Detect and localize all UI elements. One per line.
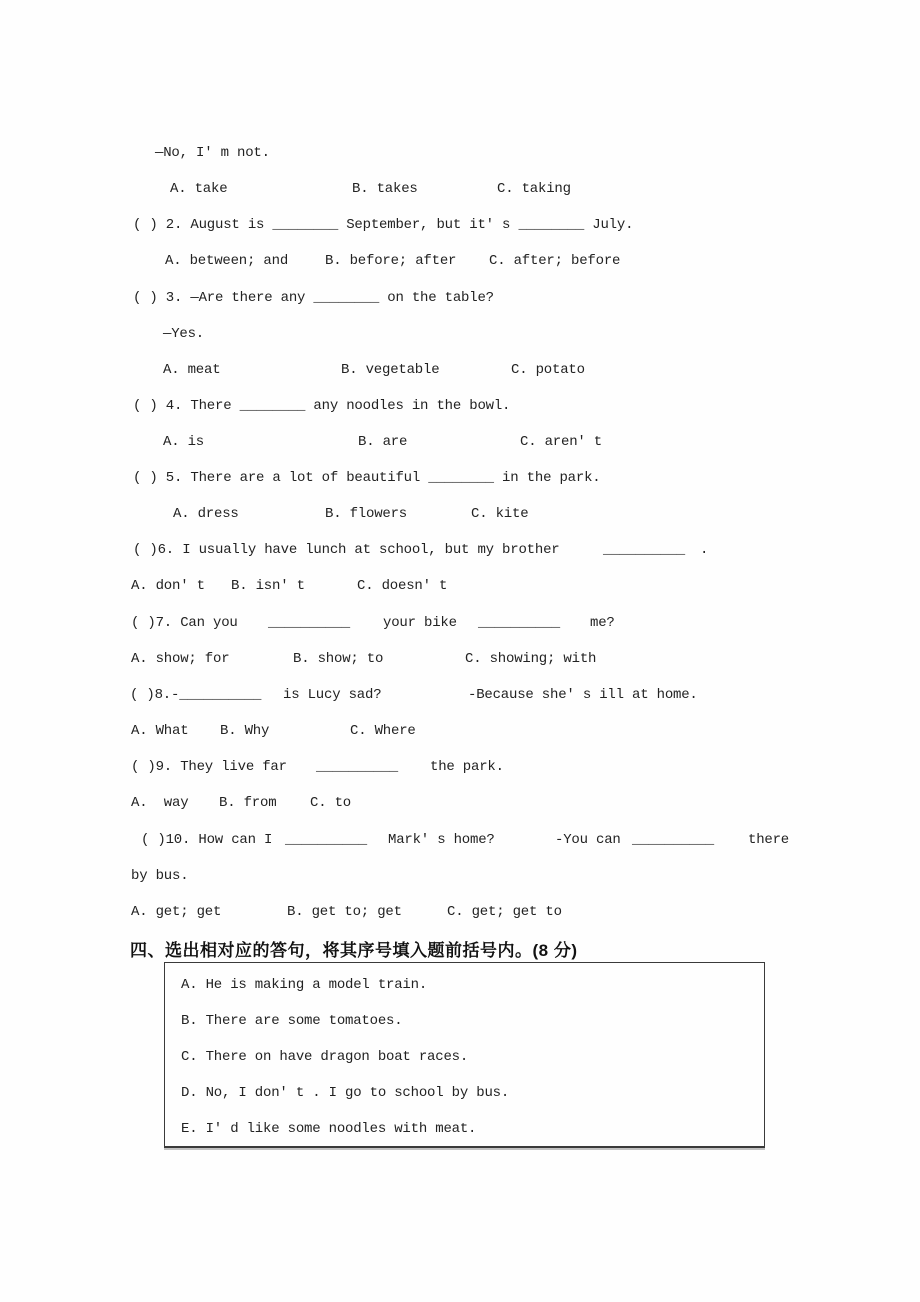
text-segment: there xyxy=(748,832,790,848)
text-segment: Mark' s home? xyxy=(388,832,495,848)
text-segment: the park. xyxy=(430,759,504,775)
text-segment: B. isn' t xyxy=(231,578,305,594)
answer-option-e: E. I' d like some noodles with meat. xyxy=(181,1121,477,1137)
document-line xyxy=(0,324,920,344)
text-segment: B. from xyxy=(219,795,277,811)
text-segment: is Lucy sad? xyxy=(283,687,382,703)
text-segment: __________ xyxy=(478,615,561,631)
text-segment: __________ xyxy=(285,832,368,848)
answer-option-c: C. There on have dragon boat races. xyxy=(181,1049,469,1065)
text-segment: C. to xyxy=(310,795,352,811)
text-segment: ( )7. Can you xyxy=(131,615,238,631)
text-segment: -Because she' s ill at home. xyxy=(468,687,698,703)
document-line xyxy=(0,902,920,922)
text-segment: ( ) 2. August is ________ September, but it' s ________ July. xyxy=(133,217,634,233)
document-line xyxy=(0,793,920,813)
section-four-heading: 四、选出相对应的答句，将其序号填入题前括号内。(8 分) xyxy=(130,941,578,960)
document-line xyxy=(0,866,920,886)
text-segment: A. way xyxy=(131,795,189,811)
document-line xyxy=(0,613,920,633)
text-segment: A. don' t xyxy=(131,578,205,594)
text-segment: ( )9. They live far xyxy=(131,759,287,775)
text-segment: your bike xyxy=(383,615,457,631)
text-segment: __________ xyxy=(316,759,399,775)
text-segment: -You can xyxy=(555,832,621,848)
document-line xyxy=(0,288,920,308)
text-segment: A. get; get xyxy=(131,904,222,920)
document-line xyxy=(0,685,920,705)
text-segment: ( )8.-__________ xyxy=(130,687,262,703)
text-segment: __________ xyxy=(268,615,351,631)
document-line xyxy=(0,830,920,850)
text-segment: A. take xyxy=(170,181,228,197)
text-segment: by bus. xyxy=(131,868,189,884)
text-segment: B. flowers xyxy=(325,506,408,522)
document-line xyxy=(0,179,920,199)
answer-option-b: B. There are some tomatoes. xyxy=(181,1013,403,1029)
text-segment: C. showing; with xyxy=(465,651,597,667)
text-segment: ( ) 4. There ________ any noodles in the bowl. xyxy=(133,398,511,414)
text-segment: C. kite xyxy=(471,506,529,522)
document-line xyxy=(0,576,920,596)
text-segment: A. dress xyxy=(173,506,239,522)
text-segment: ( ) 3. —Are there any ________ on the table? xyxy=(133,290,494,306)
document-line xyxy=(0,215,920,235)
document-line xyxy=(0,143,920,163)
text-segment: C. taking xyxy=(497,181,571,197)
text-segment: A. What xyxy=(131,723,189,739)
text-segment: B. vegetable xyxy=(341,362,440,378)
text-segment: C. doesn' t xyxy=(357,578,448,594)
text-segment: B. Why xyxy=(220,723,270,739)
text-segment: __________ xyxy=(632,832,715,848)
text-segment: B. get to; get xyxy=(287,904,402,920)
text-segment: A. between; and xyxy=(165,253,289,269)
text-segment: C. get; get to xyxy=(447,904,562,920)
document-line xyxy=(0,504,920,524)
text-segment: A. meat xyxy=(163,362,221,378)
document-line xyxy=(0,251,920,271)
text-segment: C. after; before xyxy=(489,253,621,269)
document-line xyxy=(0,396,920,416)
answer-option-a: A. He is making a model train. xyxy=(181,977,428,993)
answer-option-d: D. No, I don' t . I go to school by bus. xyxy=(181,1085,510,1101)
text-segment: B. takes xyxy=(352,181,418,197)
text-segment: —No, I' m not. xyxy=(155,145,270,161)
text-segment: A. show; for xyxy=(131,651,230,667)
document-line xyxy=(0,432,920,452)
text-segment: B. show; to xyxy=(293,651,384,667)
document-line xyxy=(0,360,920,380)
text-segment: B. are xyxy=(358,434,408,450)
answer-options-box xyxy=(164,962,765,1148)
document-line xyxy=(0,468,920,488)
text-segment: B. before; after xyxy=(325,253,457,269)
text-segment: ( )10. How can I xyxy=(141,832,273,848)
text-segment: ( ) 5. There are a lot of beautiful ________ in the park. xyxy=(133,470,601,486)
document-line xyxy=(0,649,920,669)
text-segment: A. is xyxy=(163,434,205,450)
document-line xyxy=(0,721,920,741)
text-segment: C. aren' t xyxy=(520,434,603,450)
document-line xyxy=(0,757,920,777)
text-segment: C. Where xyxy=(350,723,416,739)
text-segment: me? xyxy=(590,615,615,631)
text-segment: . xyxy=(700,542,709,558)
text-segment: ( )6. I usually have lunch at school, but my brother xyxy=(133,542,560,558)
text-segment: __________ xyxy=(603,542,686,558)
document-line xyxy=(0,540,920,560)
text-segment: C. potato xyxy=(511,362,585,378)
text-segment: —Yes. xyxy=(163,326,205,342)
